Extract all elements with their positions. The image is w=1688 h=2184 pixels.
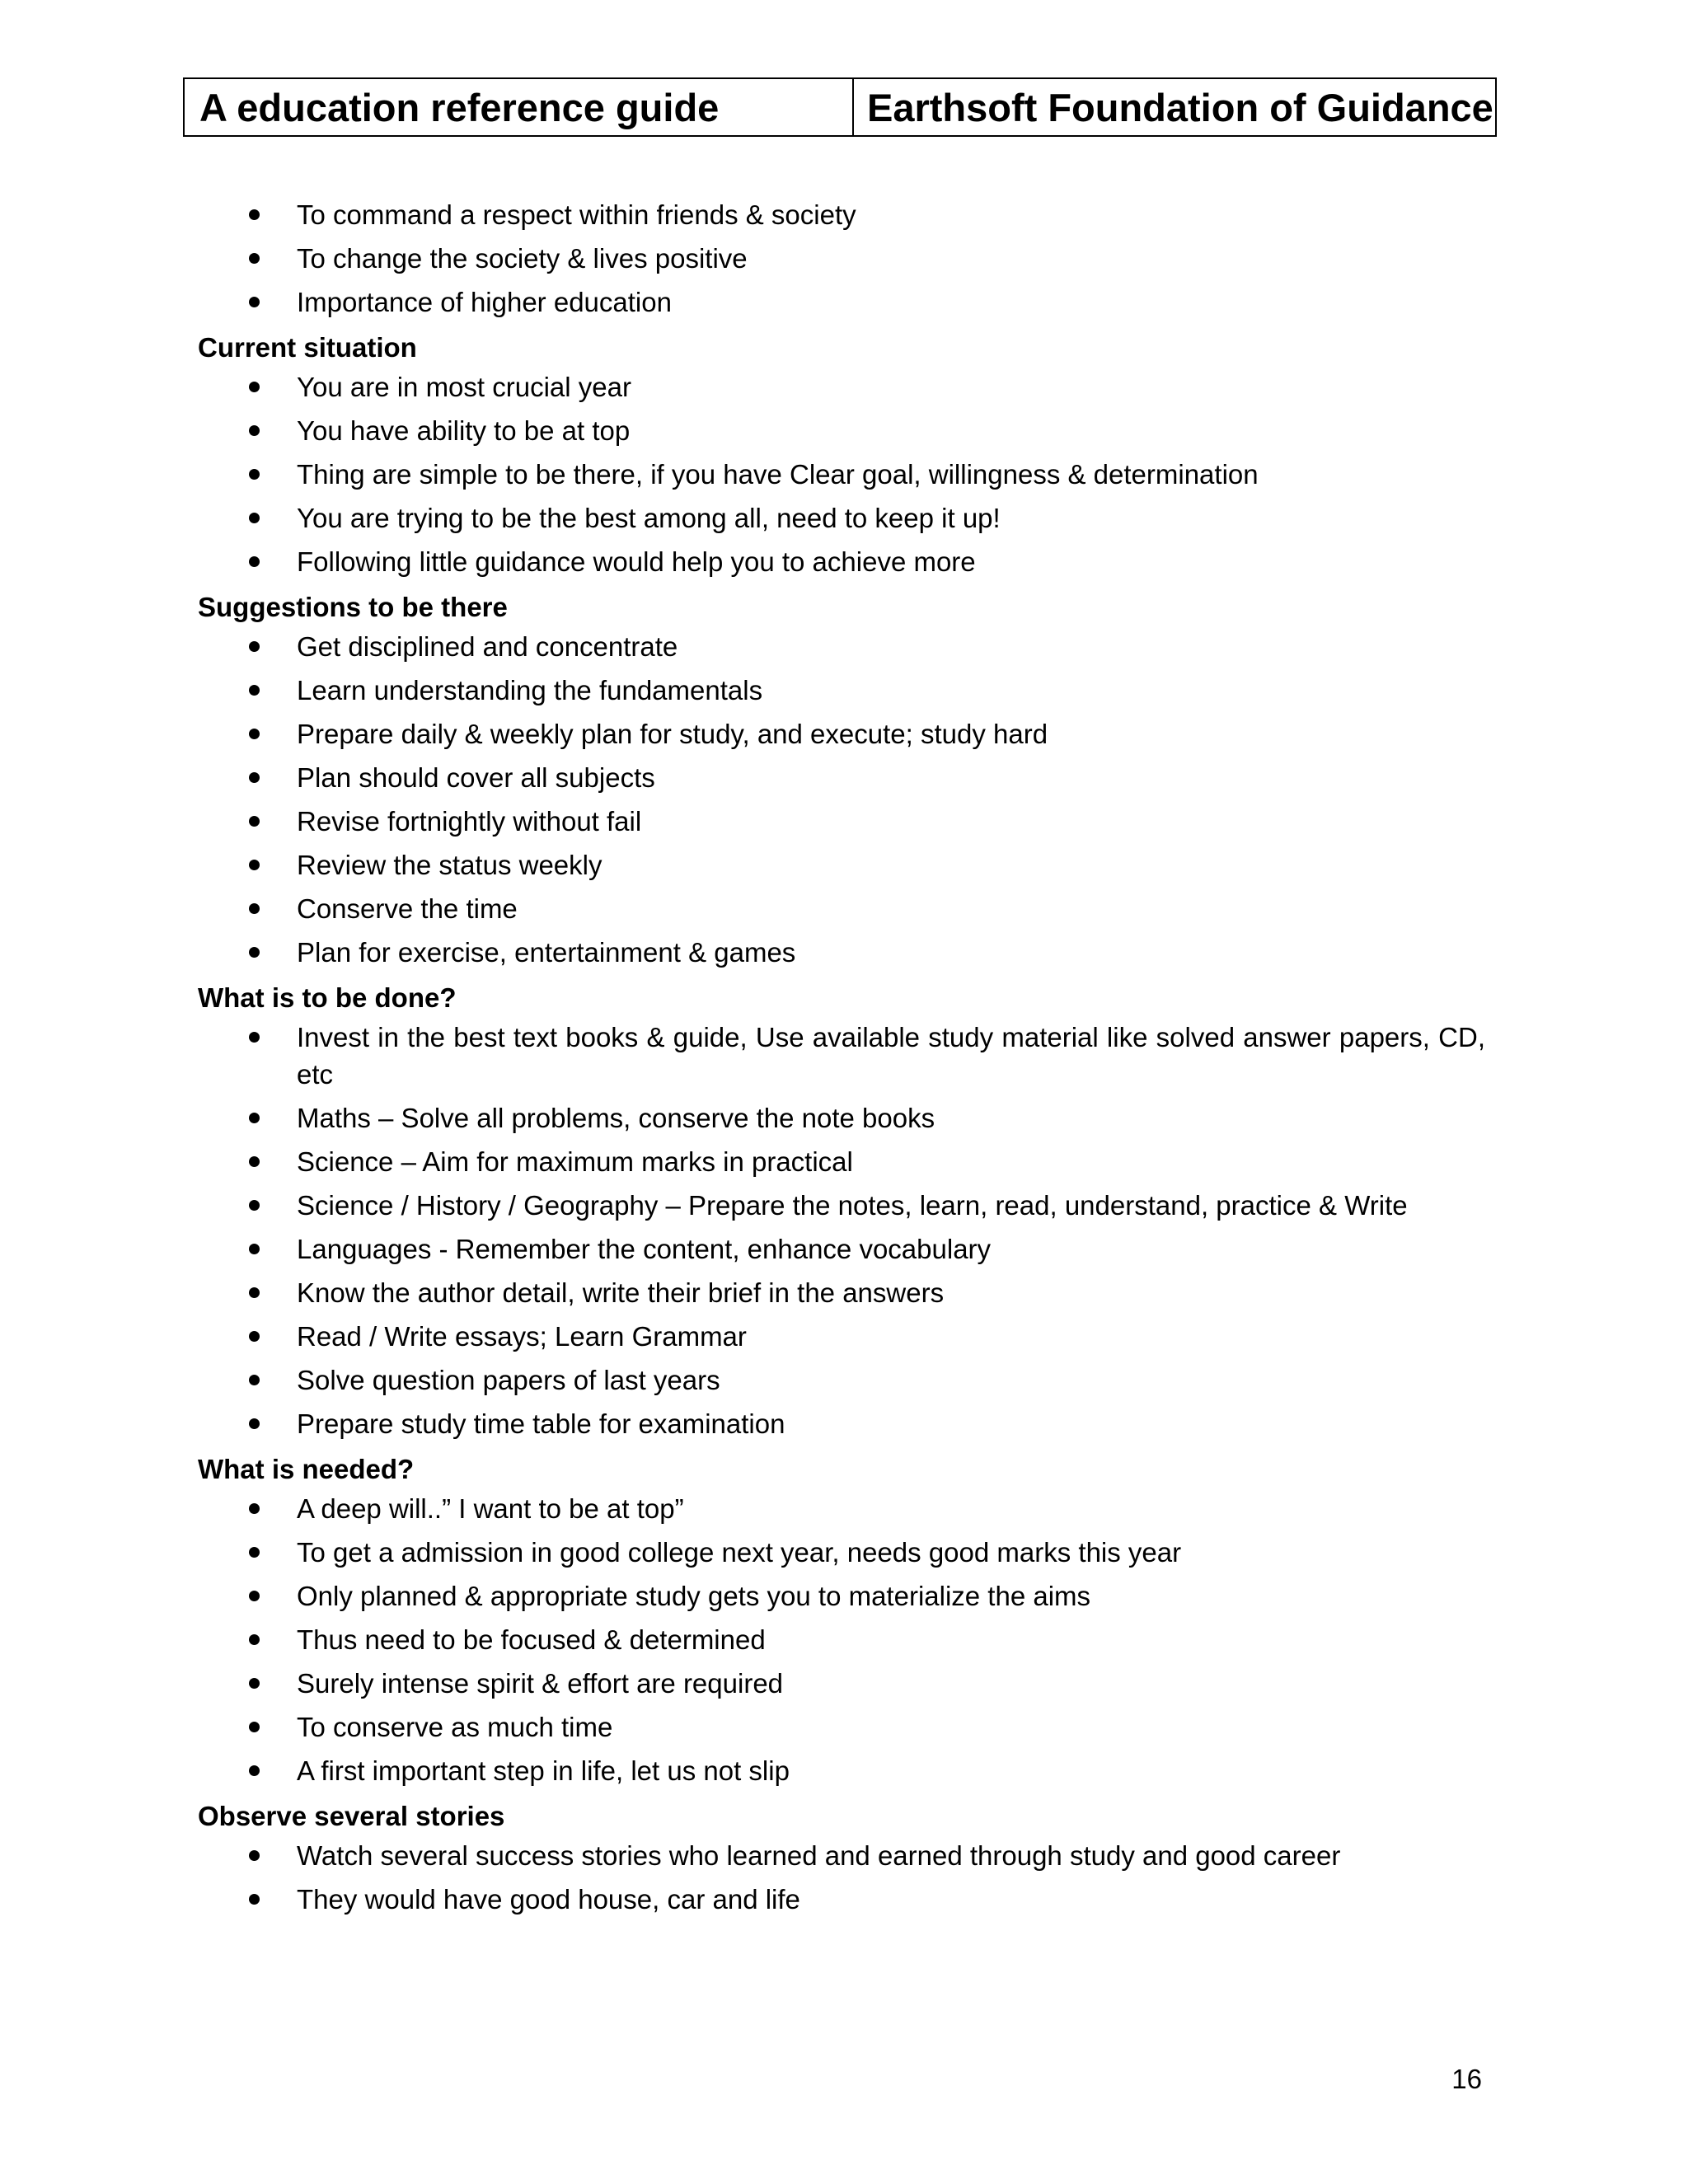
list-item: To get a admission in good college next year, needs good marks this year [198,1534,1493,1571]
bullet-icon [249,1032,260,1043]
list-item: Languages - Remember the content, enhance vocabulary [198,1230,1493,1268]
suggestions-list [198,628,1493,971]
bullet-icon [249,1200,260,1211]
bullet-icon [249,1765,260,1776]
bullet-icon [249,1678,260,1689]
bullet-icon [249,1591,260,1601]
list-item: Only planned & appropriate study gets you to materialize the aims [198,1577,1493,1615]
list-item: Get disciplined and concentrate [198,628,1493,665]
bullet-icon [249,209,260,220]
to-be-done-list [198,1019,1493,1442]
list-item: Learn understanding the fundamentals [198,672,1493,709]
list-item: Conserve the time [198,890,1493,927]
bullet-icon [249,1156,260,1167]
bullet-icon [249,556,260,567]
bullet-icon [249,860,260,870]
current-situation-list [198,368,1493,580]
bullet-icon [249,1503,260,1514]
list-item: A first important step in life, let us not slip [198,1752,1493,1789]
list-item: Invest in the best text books & guide, Use available study material like solved answer papers, CD, etc [198,1019,1493,1093]
list-item: Plan for exercise, entertainment & games [198,934,1493,971]
list-item: Review the status weekly [198,846,1493,883]
bullet-icon [249,1113,260,1123]
bullet-icon [249,253,260,264]
list-item: Read / Write essays; Learn Grammar [198,1318,1493,1355]
bullet-icon [249,947,260,958]
section-heading-to-be-done: What is to be done? [198,982,457,1013]
bullet-icon [249,297,260,307]
bullet-icon [249,1894,260,1905]
list-item: Surely intense spirit & effort are required [198,1665,1493,1702]
list-item: A deep will..” I want to be at top” [198,1490,1493,1527]
list-item: Thus need to be focused & determined [198,1621,1493,1658]
bullet-icon [249,1722,260,1732]
organization-name: Earthsoft Foundation of Guidance [867,85,1493,129]
list-item: Science – Aim for maximum marks in practical [198,1143,1493,1180]
list-item: Prepare study time table for examination [198,1405,1493,1442]
list-item: Know the author detail, write their brief in the answers [198,1274,1493,1311]
list-item: To command a respect within friends & society [198,196,1493,233]
bullet-icon [249,1418,260,1429]
list-item: Science / History / Geography – Prepare the notes, learn, read, understand, practice & Write [198,1187,1493,1224]
bullet-icon [249,641,260,652]
list-item: Prepare daily & weekly plan for study, and execute; study hard [198,715,1493,752]
list-item: Revise fortnightly without fail [198,803,1493,840]
bullet-icon [249,382,260,392]
bullet-icon [249,513,260,523]
bullet-icon [249,1634,260,1645]
list-item: You are in most crucial year [198,368,1493,405]
list-item: Maths – Solve all problems, conserve the note books [198,1099,1493,1137]
bullet-icon [249,816,260,827]
bullet-icon [249,425,260,436]
list-item: Watch several success stories who learned and earned through study and good career [198,1837,1493,1874]
bullet-icon [249,1244,260,1254]
list-item: Thing are simple to be there, if you have Clear goal, willingness & determination [198,456,1493,493]
section-heading-suggestions: Suggestions to be there [198,592,508,622]
needed-list [198,1490,1493,1789]
section-heading-needed: What is needed? [198,1454,415,1484]
document-title: A education reference guide [185,79,854,135]
document-body [198,196,1493,1924]
page-number: 16 [1451,2064,1482,2094]
bullet-icon [249,1547,260,1558]
section-heading-current-situation: Current situation [198,332,417,363]
bullet-icon [249,469,260,480]
list-item: You are trying to be the best among all, need to keep it up! [198,499,1493,537]
section-heading-stories: Observe several stories [198,1801,505,1831]
bullet-icon [249,1375,260,1385]
bullet-icon [249,772,260,783]
list-item: To change the society & lives positive [198,240,1493,277]
header-table [183,77,1497,137]
list-item: Following little guidance would help you to achieve more [198,543,1493,580]
bullet-icon [249,685,260,696]
list-item: You have ability to be at top [198,412,1493,449]
list-item: They would have good house, car and life [198,1881,1493,1918]
intro-list [198,196,1493,321]
bullet-icon [249,1287,260,1298]
bullet-icon [249,1331,260,1342]
list-item: Importance of higher education [198,284,1493,321]
list-item: Solve question papers of last years [198,1361,1493,1399]
bullet-icon [249,729,260,739]
list-item: To conserve as much time [198,1708,1493,1746]
stories-list [198,1837,1493,1918]
bullet-icon [249,1850,260,1861]
bullet-icon [249,903,260,914]
list-item: Plan should cover all subjects [198,759,1493,796]
